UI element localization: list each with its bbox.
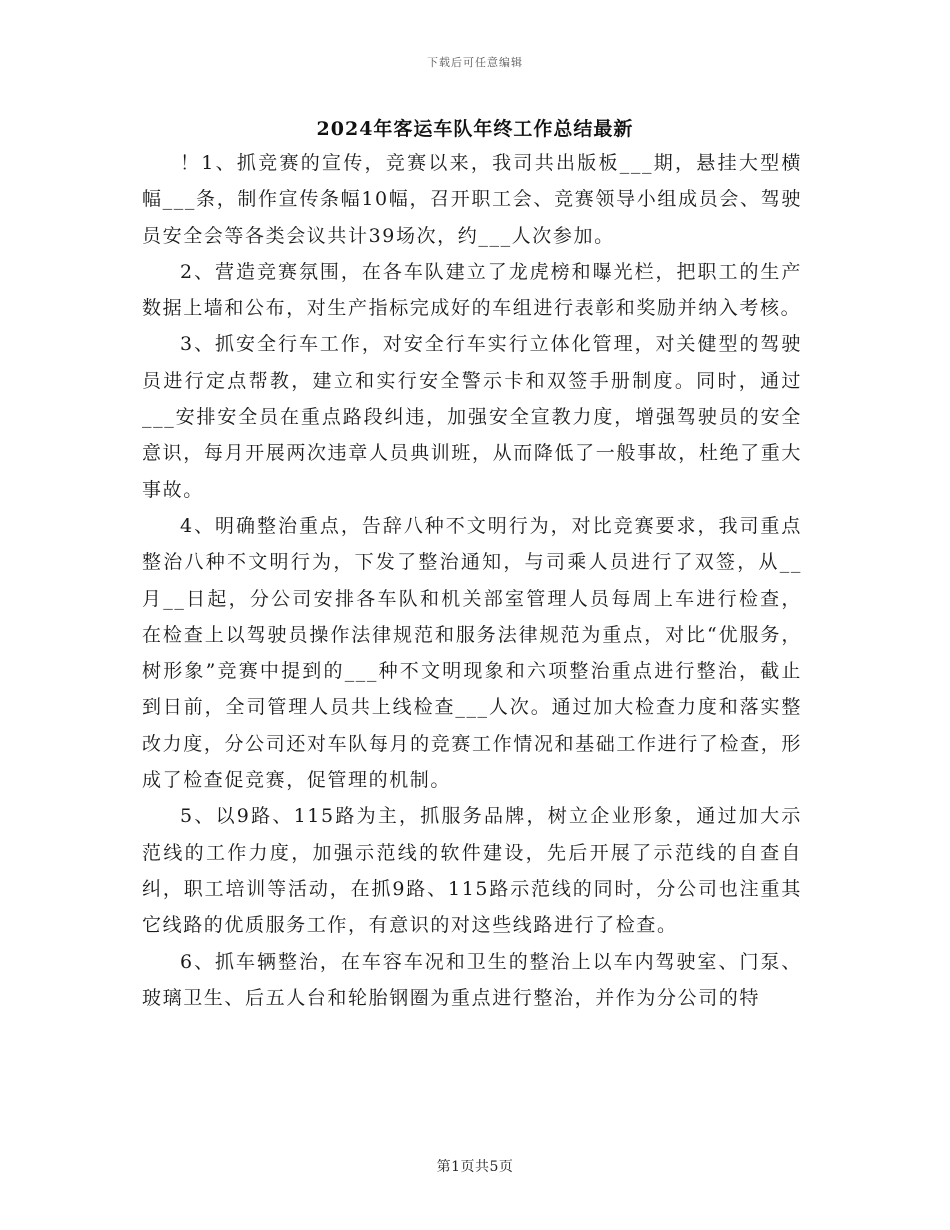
header-note: 下载后可任意编辑 (427, 56, 523, 69)
paragraph-2: 2、营造竞赛氛围，在各车队建立了龙虎榜和曝光栏，把职工的生产数据上墙和公布，对生产指标完成好的车组进行表彰和奖励并纳入考核。 (142, 260, 802, 320)
paragraph-5: 5、以9路、115路为主，抓服务品牌，树立企业形象，通过加大示范线的工作力度，加强示范线的软件建设，先后开展了示范线的自查自纠，职工培训等活动，在抓9路、115路示范线的同时，分公司也注重其它线路的优质服务工作，有意识的对这些线路进行了检查。 (142, 805, 802, 937)
paragraph-1: ！1、抓竞赛的宣传，竞赛以来，我司共出版板___期，悬挂大型横幅___条，制作宣传条幅10幅，召开职工会、竞赛领导小组成员会、驾驶员安全会等各类会议共计39场次，约___人次参加。 (142, 152, 802, 247)
document-body (142, 145, 802, 1016)
page-footer: 第1页共5页 (436, 1159, 514, 1175)
paragraph-3: 3、抓安全行车工作，对安全行车实行立体化管理，对关健型的驾驶员进行定点帮教，建立和实行安全警示卡和双签手册制度。同时，通过___安排安全员在重点路段纠违，加强安全宣教力度，增强驾驶员的安全意识，每月开展两次违章人员典训班，从而降低了一般事故，杜绝了重大事故。 (142, 333, 802, 501)
paragraph-4: 4、明确整治重点，告辞八种不文明行为，对比竞赛要求，我司重点整治八种不文明行为，下发了整治通知，与司乘人员进行了双签，从__月__日起，分公司安排各车队和机关部室管理人员每周上车进行检查，在检查上以驾驶员操作法律规范和服务法律规范为重点，对比“优服务，树形象”竞赛中提到的___种不文明现象和六项整治重点进行整治，截止到日前，全司管理人员共上线检查___人次。通过加大检查力度和落实整改力度，分公司还对车队每月的竞赛工作情况和基础工作进行了检查，形成了检查促竞赛，促管理的机制。 (142, 514, 802, 792)
paragraph-6: 6、抓车辆整治，在车容车况和卫生的整治上以车内驾驶室、门泵、玻璃卫生、后五人台和轮胎钢圈为重点进行整治，并作为分公司的特 (142, 950, 802, 1009)
document-title: 2024年客运车队年终工作总结最新 (316, 118, 634, 140)
